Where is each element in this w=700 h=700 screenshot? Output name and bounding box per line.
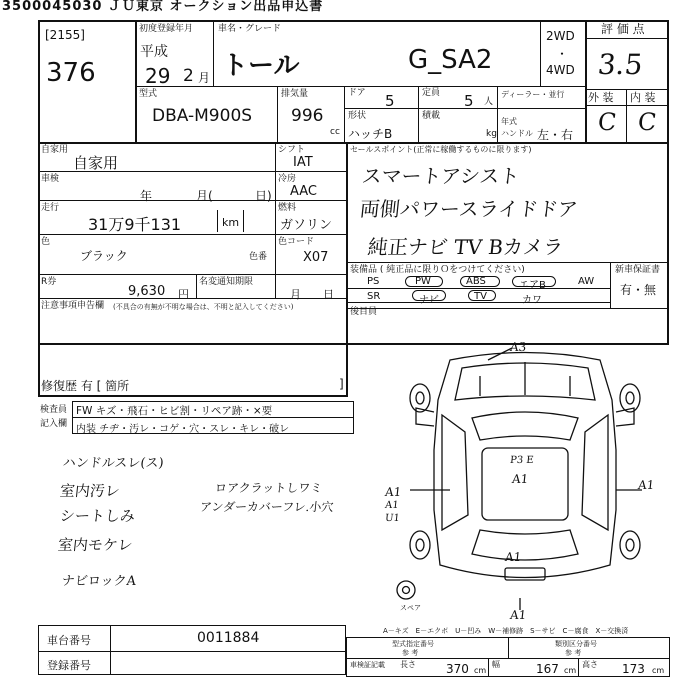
fuel-label: 燃料 xyxy=(278,203,297,213)
sales-point-2: 両側パワースライドドア xyxy=(358,197,579,221)
damage-mark-bottom-a1: A1 xyxy=(509,608,528,622)
cc-unit: cc xyxy=(330,127,340,137)
model-grade: G_SA2 xyxy=(408,45,493,75)
length-label: 長さ xyxy=(400,660,416,669)
width-unit: cm xyxy=(564,666,577,675)
model-label: 車名・グレード xyxy=(218,24,282,34)
handle-label: ハンドル xyxy=(501,129,533,138)
usage-value: 自家用 xyxy=(73,154,119,172)
recycle-unit: 円 xyxy=(178,288,189,301)
lot-code: [2155] xyxy=(45,28,85,42)
color-no-label: 色番 xyxy=(249,252,268,262)
exterior-label: 外 装 xyxy=(588,91,614,104)
load-label: 積載 xyxy=(422,111,441,121)
owner-label: 登録番号 xyxy=(47,659,91,672)
width-label: 幅 xyxy=(492,660,500,669)
notes-label: 注意事項申告欄 xyxy=(41,301,105,311)
equip-tv: TV xyxy=(474,291,487,302)
load-unit: kg xyxy=(486,129,497,139)
header-strip: 3500045030 ＪＵ東京 オークション出品申込書 xyxy=(2,0,324,14)
damage-mark-right-a1: A1 xyxy=(637,478,656,492)
equip-pw: PW xyxy=(415,276,431,287)
equip-sr: SR xyxy=(367,291,381,302)
class-ref: 参 考 xyxy=(565,649,582,657)
registration-month: 2 xyxy=(183,66,194,86)
approval-ref: 参 考 xyxy=(402,649,419,657)
inspector-note-7: アンダーカバーフレ.小穴 xyxy=(199,500,335,514)
mileage-label: 走行 xyxy=(41,203,60,213)
inspection-month-unit: 月( xyxy=(196,189,213,203)
damage-mark-left-a1b: A1 xyxy=(384,500,400,511)
inspection-row-2: 内装 チヂ・汚レ・コゲ・穴・スレ・キレ・破レ xyxy=(76,424,290,435)
damage-mark-a3: A3 xyxy=(509,340,528,354)
notice-label: 名変通知期限 xyxy=(199,277,254,287)
cc-value: 996 xyxy=(291,106,324,126)
inspection-row-1: FW キズ・飛石・ヒビ割・リペア跡・×要 xyxy=(76,405,273,417)
registration-year: 29 xyxy=(145,64,171,88)
color-code-label: 色コード xyxy=(278,237,315,247)
dealer-label: ディーラー・並行 xyxy=(501,90,565,99)
length-unit: cm xyxy=(474,666,487,675)
shift-label: シフト xyxy=(278,145,306,155)
shift-value: IAT xyxy=(293,155,313,170)
capacity-value: 5 xyxy=(464,92,474,110)
seat-label: 後目員 xyxy=(350,307,378,317)
registration-month-unit: 月 xyxy=(198,71,211,85)
drive-4wd: 4WD xyxy=(546,63,575,77)
damage-mark-p3e: P3 E xyxy=(509,455,535,466)
interior-grade: C xyxy=(636,108,658,136)
usage-label: 自家用 xyxy=(41,145,69,155)
class-label: 類別区分番号 xyxy=(555,640,597,648)
damage-mark-center-a1: A1 xyxy=(511,472,530,486)
capacity-unit: 人 xyxy=(484,97,494,107)
chassis-label: 車台番号 xyxy=(47,634,91,647)
recycle-label: R券 xyxy=(41,277,57,287)
inspector-label-1: 検査員 xyxy=(40,405,68,415)
inspector-note-3: シートしみ xyxy=(59,507,136,525)
registration-era: 平成 xyxy=(140,44,168,60)
inspection-year-unit: 年 xyxy=(140,189,153,203)
equip-abs: ABS xyxy=(466,276,486,287)
equip-ps: PS xyxy=(367,276,380,287)
color-code-value: X07 xyxy=(303,250,329,265)
door-value: 5 xyxy=(385,92,395,110)
equip-leather: カワ xyxy=(522,295,542,306)
shape-value: ハッチB xyxy=(348,127,393,141)
type-value: DBA-M900S xyxy=(152,106,253,126)
recycle-value: 9,630 xyxy=(128,284,166,299)
inspector-note-4: 室内モケレ xyxy=(57,536,134,554)
cc-label: 排気量 xyxy=(281,89,309,99)
height-value: 173 xyxy=(622,662,645,676)
length-value: 370 xyxy=(446,662,469,676)
mileage-value: 31万9千131 xyxy=(88,215,182,234)
sales-point-3: 純正ナビ TV Bカメラ xyxy=(366,235,565,259)
repair-history-end: ] xyxy=(339,377,344,391)
damage-mark-rear-a1: A1 xyxy=(504,550,523,564)
sales-points-label: セールスポイント(正常に稼働するものに限ります) xyxy=(350,145,532,154)
type-label: 型式 xyxy=(139,89,158,99)
fuel-value: ガソリン xyxy=(280,218,333,233)
notes-sub: (不具合の有無が不明な場合は、不明と記入してください) xyxy=(113,303,294,311)
inspector-note-5: ナビロックA xyxy=(61,574,137,589)
model-name: トール xyxy=(222,51,300,81)
approval-label: 型式指定番号 xyxy=(392,640,434,648)
height-label: 高さ xyxy=(582,660,598,669)
model-year-label: 年式 xyxy=(501,117,517,126)
height-unit: cm xyxy=(652,666,665,675)
shape-label: 形状 xyxy=(348,111,367,121)
equip-airbag: エアB xyxy=(519,280,546,291)
notice-day-unit: 日 xyxy=(323,288,334,301)
aircon-label: 冷房 xyxy=(278,174,297,184)
rating-label: 評 価 点 xyxy=(601,22,645,36)
damage-mark-left-a1: A1 xyxy=(384,485,403,499)
color-label: 色 xyxy=(41,237,51,247)
notice-month-unit: 月 xyxy=(290,288,301,301)
section-label: 車検証記載 xyxy=(350,661,385,669)
lot-number: 376 xyxy=(46,58,96,88)
handle-value: 左・右 xyxy=(537,128,574,142)
aircon-value: AAC xyxy=(290,184,317,199)
width-value: 167 xyxy=(536,662,559,676)
equip-aw: AW xyxy=(578,276,595,287)
interior-label: 内 装 xyxy=(630,91,656,104)
drive-2wd: 2WD xyxy=(546,29,575,43)
sales-point-1: スマートアシスト xyxy=(360,164,521,188)
inspector-note-1: ハンドルスレ(ス) xyxy=(62,456,165,471)
equipment-label: 装備品 ( 純正品に限りＯをつけてください) xyxy=(350,265,525,275)
exterior-grade: C xyxy=(596,108,618,136)
registration-label: 初度登録年月 xyxy=(139,24,194,34)
color-value: ブラック xyxy=(80,249,128,263)
equip-navi: ナビ xyxy=(419,295,439,306)
mileage-unit: km xyxy=(222,216,240,229)
rating-value: 3.5 xyxy=(596,48,645,81)
inspector-label-2: 記入欄 xyxy=(40,419,68,429)
door-label: ドア xyxy=(348,88,366,98)
drive-dot: ・ xyxy=(556,47,569,61)
inspection-label: 車検 xyxy=(41,174,60,184)
damage-legend: A－キズ E－エクボ U－凹み W－補修跡 S－サビ C－腐食 X－交換済 xyxy=(383,627,629,635)
new-car-warranty-value: 有・無 xyxy=(620,283,657,297)
damage-mark-left-u1: U1 xyxy=(384,513,401,524)
new-car-warranty-label: 新車保証書 xyxy=(615,265,661,275)
inspector-note-6: ロアクラットしワミ xyxy=(214,481,324,495)
spare-label: スペア xyxy=(400,604,421,612)
chassis-value: 0011884 xyxy=(197,630,260,646)
repair-history: 修復歴 有 [ 箇所 xyxy=(41,379,130,393)
inspector-note-2: 室内汚レ xyxy=(59,482,121,500)
inspection-day-unit: 日) xyxy=(255,189,272,203)
capacity-label: 定員 xyxy=(422,88,441,98)
